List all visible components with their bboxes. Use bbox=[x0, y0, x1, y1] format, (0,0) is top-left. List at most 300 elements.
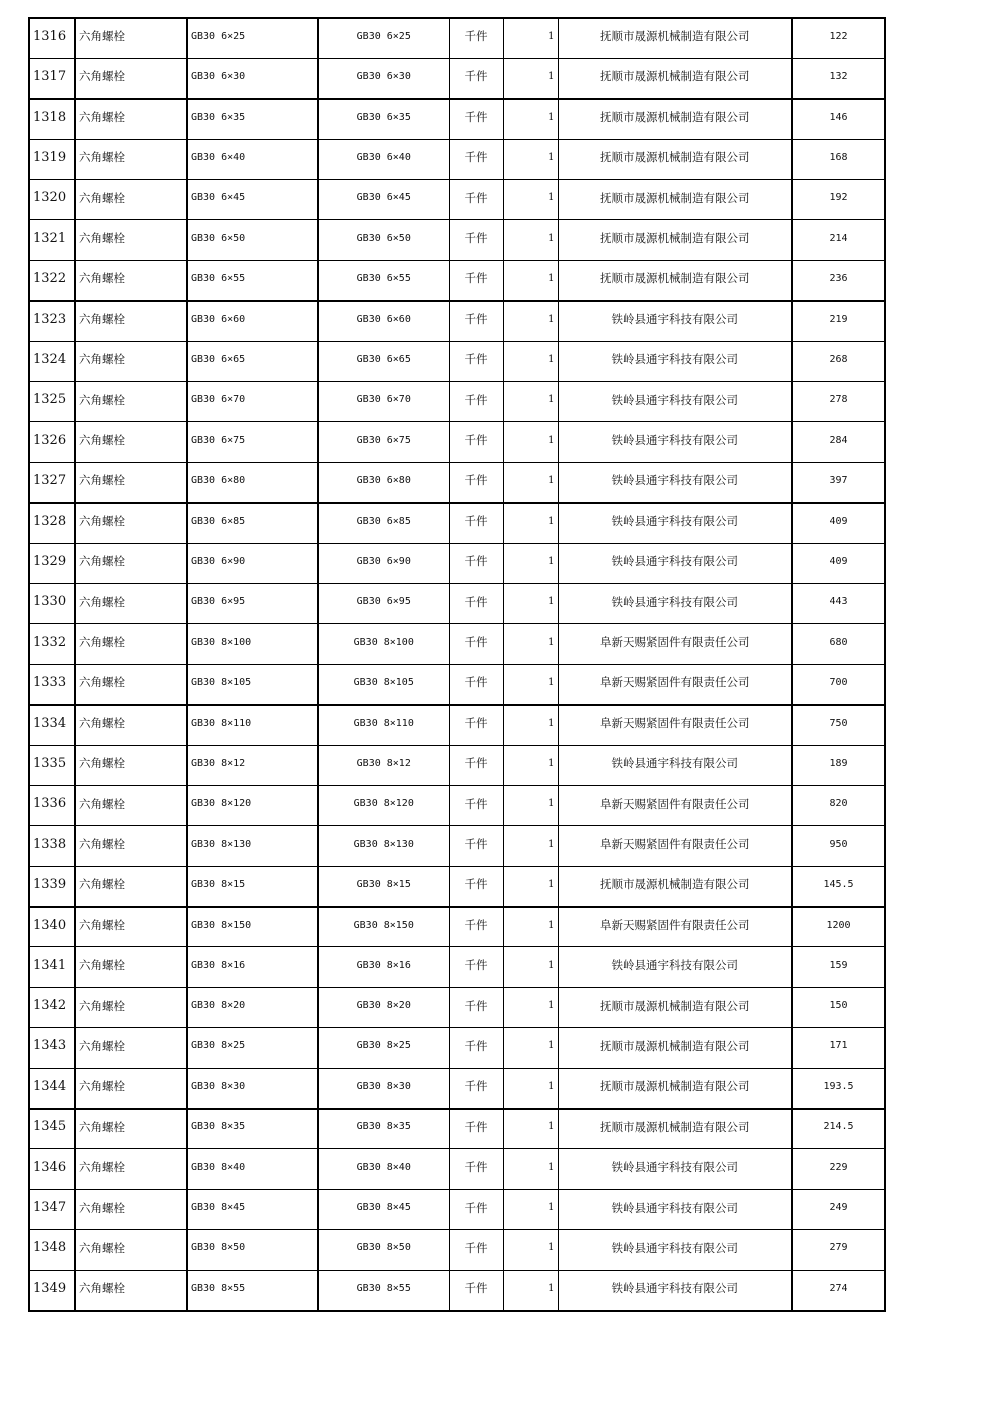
item-spec-cell bbox=[187, 624, 318, 664]
item-quantity: 1 bbox=[548, 313, 555, 325]
item-unit: 千件 bbox=[464, 1240, 488, 1255]
item-model: GB30 8×16 bbox=[356, 959, 411, 971]
item-quantity: 1 bbox=[548, 1040, 555, 1052]
item-model-cell bbox=[318, 543, 449, 583]
item-quantity-cell bbox=[503, 624, 558, 664]
row-number-cell bbox=[29, 543, 75, 583]
item-model: GB30 8×35 bbox=[356, 1121, 411, 1133]
item-price: 397 bbox=[829, 474, 848, 486]
item-unit: 千件 bbox=[464, 837, 488, 851]
item-quantity-cell bbox=[503, 987, 558, 1027]
item-unit-cell bbox=[449, 260, 503, 300]
item-unit-cell bbox=[449, 1230, 503, 1270]
item-spec: GB30 8×120 bbox=[191, 798, 252, 810]
item-spec: GB30 8×50 bbox=[191, 1242, 246, 1254]
item-quantity: 1 bbox=[548, 1000, 555, 1012]
item-spec-cell bbox=[187, 866, 318, 906]
item-price: 132 bbox=[829, 70, 848, 82]
item-price: 146 bbox=[829, 111, 848, 123]
item-price-cell bbox=[792, 826, 885, 866]
item-name: 六角螺栓 bbox=[79, 594, 125, 609]
item-spec: GB30 6×45 bbox=[191, 192, 246, 204]
item-spec: GB30 8×130 bbox=[191, 838, 252, 850]
supplier-name-cell bbox=[558, 785, 792, 825]
item-model-cell bbox=[318, 745, 449, 785]
table-row bbox=[29, 18, 885, 58]
item-model-cell bbox=[318, 664, 449, 704]
item-unit: 千件 bbox=[464, 877, 488, 892]
item-quantity-cell bbox=[503, 1270, 558, 1310]
row-number: 1333 bbox=[33, 674, 67, 690]
item-price-cell bbox=[792, 301, 885, 341]
table-row bbox=[29, 1149, 885, 1189]
supplier-name-cell bbox=[558, 907, 792, 947]
item-model: GB30 8×12 bbox=[356, 757, 411, 769]
item-quantity-cell bbox=[503, 341, 558, 381]
item-name: 六角螺栓 bbox=[79, 514, 125, 529]
item-spec-cell bbox=[187, 1068, 318, 1108]
item-model-cell bbox=[318, 220, 449, 260]
item-quantity-cell bbox=[503, 1068, 558, 1108]
row-number: 1324 bbox=[33, 351, 67, 367]
item-price-cell bbox=[792, 664, 885, 704]
row-number: 1335 bbox=[33, 755, 67, 771]
supplier-name-cell bbox=[558, 99, 792, 139]
item-spec-cell bbox=[187, 785, 318, 825]
item-model-cell bbox=[318, 341, 449, 381]
item-unit: 千件 bbox=[464, 675, 488, 690]
item-quantity: 1 bbox=[548, 919, 555, 931]
item-model: GB30 6×80 bbox=[356, 474, 411, 486]
item-model: GB30 8×40 bbox=[356, 1161, 411, 1173]
item-name: 六角螺栓 bbox=[79, 675, 125, 690]
supplier-name: 抚顺市晟源机械制造有限公司 bbox=[600, 998, 750, 1013]
item-unit-cell bbox=[449, 1028, 503, 1068]
table-row bbox=[29, 705, 885, 745]
table-row bbox=[29, 624, 885, 664]
item-unit-cell bbox=[449, 624, 503, 664]
item-name-cell bbox=[75, 987, 187, 1027]
item-model: GB30 8×20 bbox=[356, 1000, 411, 1012]
row-number-cell bbox=[29, 382, 75, 422]
item-price: 279 bbox=[829, 1242, 848, 1254]
item-price: 214.5 bbox=[823, 1121, 854, 1133]
item-spec: GB30 6×70 bbox=[191, 394, 246, 406]
item-unit: 千件 bbox=[464, 69, 488, 84]
item-quantity-cell bbox=[503, 907, 558, 947]
item-name: 六角螺栓 bbox=[79, 312, 125, 327]
item-price-cell bbox=[792, 18, 885, 58]
item-price-cell bbox=[792, 907, 885, 947]
item-quantity: 1 bbox=[548, 636, 555, 648]
item-price: 229 bbox=[829, 1161, 848, 1173]
row-number-cell bbox=[29, 785, 75, 825]
item-name-cell bbox=[75, 260, 187, 300]
item-quantity: 1 bbox=[548, 596, 555, 608]
row-number-cell bbox=[29, 503, 75, 543]
supplier-name: 铁岭县通宇科技有限公司 bbox=[611, 594, 738, 609]
row-number: 1336 bbox=[33, 796, 67, 812]
item-spec: GB30 8×15 bbox=[191, 878, 246, 890]
supplier-name: 抚顺市晟源机械制造有限公司 bbox=[600, 190, 750, 205]
item-spec-cell bbox=[187, 543, 318, 583]
supplier-name: 抚顺市晟源机械制造有限公司 bbox=[600, 29, 750, 44]
supplier-name-cell bbox=[558, 745, 792, 785]
item-spec-cell bbox=[187, 503, 318, 543]
supplier-name: 铁岭县通宇科技有限公司 bbox=[611, 312, 738, 327]
item-quantity: 1 bbox=[548, 555, 555, 567]
item-unit-cell bbox=[449, 462, 503, 502]
item-unit: 千件 bbox=[464, 433, 488, 448]
item-model: GB30 6×55 bbox=[356, 272, 411, 284]
item-quantity: 1 bbox=[548, 1161, 555, 1173]
item-quantity-cell bbox=[503, 705, 558, 745]
item-spec: GB30 8×16 bbox=[191, 959, 246, 971]
supplier-name-cell bbox=[558, 503, 792, 543]
item-name: 六角螺栓 bbox=[79, 796, 125, 811]
supplier-name: 阜新天赐紧固件有限责任公司 bbox=[600, 796, 750, 811]
supplier-name-cell bbox=[558, 705, 792, 745]
item-spec: GB30 8×105 bbox=[191, 676, 252, 688]
item-price-cell bbox=[792, 1149, 885, 1189]
item-model-cell bbox=[318, 624, 449, 664]
item-spec-cell bbox=[187, 947, 318, 987]
item-spec-cell bbox=[187, 1028, 318, 1068]
item-name-cell bbox=[75, 1068, 187, 1108]
item-model: GB30 6×90 bbox=[356, 555, 411, 567]
supplier-name-cell bbox=[558, 1028, 792, 1068]
item-name: 六角螺栓 bbox=[79, 433, 125, 448]
item-quantity: 1 bbox=[548, 70, 555, 82]
row-number-cell bbox=[29, 58, 75, 98]
item-model: GB30 8×55 bbox=[356, 1282, 411, 1294]
item-unit: 千件 bbox=[464, 1038, 488, 1053]
item-spec-cell bbox=[187, 1189, 318, 1229]
supplier-name-cell bbox=[558, 462, 792, 502]
item-quantity-cell bbox=[503, 99, 558, 139]
item-unit: 千件 bbox=[464, 918, 488, 933]
supplier-name: 抚顺市晟源机械制造有限公司 bbox=[600, 1038, 750, 1053]
item-price: 214 bbox=[829, 232, 848, 244]
supplier-name: 抚顺市晟源机械制造有限公司 bbox=[600, 271, 750, 286]
item-model: GB30 8×15 bbox=[356, 878, 411, 890]
supplier-name: 阜新天赐紧固件有限责任公司 bbox=[600, 716, 750, 731]
item-spec-cell bbox=[187, 907, 318, 947]
item-unit: 千件 bbox=[464, 756, 488, 771]
item-unit: 千件 bbox=[464, 190, 488, 205]
item-price-cell bbox=[792, 583, 885, 623]
item-unit-cell bbox=[449, 99, 503, 139]
item-quantity-cell bbox=[503, 745, 558, 785]
item-model-cell bbox=[318, 907, 449, 947]
row-number: 1323 bbox=[33, 311, 67, 327]
item-name: 六角螺栓 bbox=[79, 29, 125, 44]
item-price-cell bbox=[792, 947, 885, 987]
item-model: GB30 6×95 bbox=[356, 596, 411, 608]
item-price: 409 bbox=[829, 515, 848, 527]
item-price: 192 bbox=[829, 192, 848, 204]
item-unit-cell bbox=[449, 503, 503, 543]
item-spec: GB30 6×90 bbox=[191, 555, 246, 567]
item-unit-cell bbox=[449, 180, 503, 220]
row-number: 1322 bbox=[33, 270, 67, 286]
table-row bbox=[29, 462, 885, 502]
row-number: 1334 bbox=[33, 715, 67, 731]
item-model-cell bbox=[318, 260, 449, 300]
item-name-cell bbox=[75, 1109, 187, 1149]
item-unit-cell bbox=[449, 664, 503, 704]
item-unit-cell bbox=[449, 382, 503, 422]
item-price-cell bbox=[792, 1028, 885, 1068]
item-spec: GB30 6×75 bbox=[191, 434, 246, 446]
item-name-cell bbox=[75, 664, 187, 704]
item-price-cell bbox=[792, 1109, 885, 1149]
item-quantity: 1 bbox=[548, 232, 555, 244]
item-quantity: 1 bbox=[548, 474, 555, 486]
item-unit-cell bbox=[449, 139, 503, 179]
row-number: 1338 bbox=[33, 836, 67, 852]
item-price-cell bbox=[792, 341, 885, 381]
item-spec: GB30 8×100 bbox=[191, 636, 252, 648]
supplier-name: 阜新天赐紧固件有限责任公司 bbox=[600, 837, 750, 851]
table-row bbox=[29, 1068, 885, 1108]
row-number-cell bbox=[29, 745, 75, 785]
item-unit-cell bbox=[449, 987, 503, 1027]
item-quantity: 1 bbox=[548, 30, 555, 42]
item-name-cell bbox=[75, 382, 187, 422]
table-row bbox=[29, 99, 885, 139]
item-quantity: 1 bbox=[548, 111, 555, 123]
item-quantity-cell bbox=[503, 866, 558, 906]
item-model: GB30 8×105 bbox=[353, 676, 414, 688]
supplier-name-cell bbox=[558, 1270, 792, 1310]
item-quantity-cell bbox=[503, 1109, 558, 1149]
item-unit-cell bbox=[449, 785, 503, 825]
supplier-name-cell bbox=[558, 58, 792, 98]
item-price-cell bbox=[792, 462, 885, 502]
row-number-cell bbox=[29, 826, 75, 866]
row-number: 1348 bbox=[33, 1240, 67, 1256]
row-number: 1321 bbox=[33, 230, 67, 246]
item-spec-cell bbox=[187, 987, 318, 1027]
supplier-name: 铁岭县通宇科技有限公司 bbox=[611, 1281, 738, 1296]
row-number: 1343 bbox=[33, 1038, 67, 1054]
row-number-cell bbox=[29, 1189, 75, 1229]
item-price-cell bbox=[792, 705, 885, 745]
item-name-cell bbox=[75, 18, 187, 58]
row-number-cell bbox=[29, 987, 75, 1027]
supplier-name-cell bbox=[558, 382, 792, 422]
item-price: 443 bbox=[829, 596, 848, 608]
row-number: 1342 bbox=[33, 998, 67, 1014]
item-name: 六角螺栓 bbox=[79, 1038, 125, 1053]
supplier-name-cell bbox=[558, 180, 792, 220]
item-model: GB30 8×45 bbox=[356, 1202, 411, 1214]
item-quantity-cell bbox=[503, 180, 558, 220]
row-number-cell bbox=[29, 705, 75, 745]
item-price-cell bbox=[792, 543, 885, 583]
item-spec: GB30 6×30 bbox=[191, 70, 246, 82]
item-quantity-cell bbox=[503, 1189, 558, 1229]
item-model: GB30 6×70 bbox=[356, 394, 411, 406]
row-number: 1327 bbox=[33, 472, 67, 488]
row-number-cell bbox=[29, 180, 75, 220]
supplier-name-cell bbox=[558, 422, 792, 462]
item-name: 六角螺栓 bbox=[79, 958, 125, 973]
item-quantity-cell bbox=[503, 139, 558, 179]
item-name: 六角螺栓 bbox=[79, 1240, 125, 1255]
supplier-name: 铁岭县通宇科技有限公司 bbox=[611, 1240, 738, 1255]
item-model-cell bbox=[318, 1270, 449, 1310]
item-quantity-cell bbox=[503, 947, 558, 987]
supplier-name: 铁岭县通宇科技有限公司 bbox=[611, 514, 738, 529]
item-model: GB30 6×60 bbox=[356, 313, 411, 325]
item-unit-cell bbox=[449, 583, 503, 623]
supplier-name-cell bbox=[558, 18, 792, 58]
item-price-cell bbox=[792, 260, 885, 300]
item-name-cell bbox=[75, 99, 187, 139]
item-price-cell bbox=[792, 382, 885, 422]
item-price-cell bbox=[792, 1189, 885, 1229]
supplier-name-cell bbox=[558, 543, 792, 583]
row-number-cell bbox=[29, 907, 75, 947]
item-name: 六角螺栓 bbox=[79, 998, 125, 1013]
item-quantity-cell bbox=[503, 260, 558, 300]
item-unit: 千件 bbox=[464, 796, 488, 811]
row-number: 1332 bbox=[33, 634, 67, 650]
item-name-cell bbox=[75, 1270, 187, 1310]
supplier-name-cell bbox=[558, 1149, 792, 1189]
item-price: 409 bbox=[829, 555, 848, 567]
table-row bbox=[29, 58, 885, 98]
supplier-name: 抚顺市晟源机械制造有限公司 bbox=[600, 231, 750, 246]
row-number-cell bbox=[29, 583, 75, 623]
item-model: GB30 6×30 bbox=[356, 70, 411, 82]
item-spec: GB30 6×85 bbox=[191, 515, 246, 527]
item-unit: 千件 bbox=[464, 1281, 488, 1296]
supplier-name: 铁岭县通宇科技有限公司 bbox=[611, 433, 738, 448]
row-number: 1330 bbox=[33, 594, 67, 610]
item-name-cell bbox=[75, 745, 187, 785]
table-row bbox=[29, 1028, 885, 1068]
item-model-cell bbox=[318, 947, 449, 987]
item-name-cell bbox=[75, 422, 187, 462]
item-spec: GB30 8×20 bbox=[191, 1000, 246, 1012]
item-name: 六角螺栓 bbox=[79, 554, 125, 569]
item-spec-cell bbox=[187, 341, 318, 381]
row-number-cell bbox=[29, 18, 75, 58]
item-spec-cell bbox=[187, 58, 318, 98]
item-price: 150 bbox=[829, 1000, 848, 1012]
item-quantity-cell bbox=[503, 382, 558, 422]
item-name-cell bbox=[75, 826, 187, 866]
item-price: 950 bbox=[829, 838, 848, 850]
item-unit: 千件 bbox=[464, 1119, 488, 1134]
table-row bbox=[29, 664, 885, 704]
item-price-cell bbox=[792, 785, 885, 825]
item-quantity: 1 bbox=[548, 1121, 555, 1133]
item-unit: 千件 bbox=[464, 271, 488, 286]
supplier-name: 铁岭县通宇科技有限公司 bbox=[611, 554, 738, 569]
item-quantity: 1 bbox=[548, 434, 555, 446]
item-unit-cell bbox=[449, 947, 503, 987]
table-row bbox=[29, 180, 885, 220]
item-spec-cell bbox=[187, 18, 318, 58]
row-number-cell bbox=[29, 1270, 75, 1310]
item-price: 249 bbox=[829, 1202, 848, 1214]
item-name: 六角螺栓 bbox=[79, 877, 125, 892]
item-quantity-cell bbox=[503, 422, 558, 462]
item-model: GB30 8×30 bbox=[356, 1080, 411, 1092]
item-unit-cell bbox=[449, 422, 503, 462]
row-number-cell bbox=[29, 664, 75, 704]
item-model-cell bbox=[318, 1068, 449, 1108]
item-unit-cell bbox=[449, 543, 503, 583]
item-model-cell bbox=[318, 58, 449, 98]
item-name: 六角螺栓 bbox=[79, 1200, 125, 1215]
item-price: 700 bbox=[829, 676, 848, 688]
item-unit-cell bbox=[449, 1068, 503, 1108]
item-price-cell bbox=[792, 987, 885, 1027]
item-model-cell bbox=[318, 99, 449, 139]
item-spec-cell bbox=[187, 422, 318, 462]
item-price: 122 bbox=[829, 30, 848, 42]
item-spec-cell bbox=[187, 664, 318, 704]
item-spec-cell bbox=[187, 1109, 318, 1149]
item-unit-cell bbox=[449, 341, 503, 381]
item-model: GB30 6×50 bbox=[356, 232, 411, 244]
item-quantity-cell bbox=[503, 543, 558, 583]
item-spec: GB30 8×110 bbox=[191, 717, 252, 729]
item-unit-cell bbox=[449, 866, 503, 906]
item-name-cell bbox=[75, 1149, 187, 1189]
table-row bbox=[29, 987, 885, 1027]
supplier-name-cell bbox=[558, 947, 792, 987]
table-row bbox=[29, 947, 885, 987]
item-price: 1200 bbox=[826, 919, 851, 931]
row-number: 1341 bbox=[33, 957, 67, 973]
item-spec-cell bbox=[187, 462, 318, 502]
row-number: 1317 bbox=[33, 68, 67, 84]
item-price-cell bbox=[792, 220, 885, 260]
supplier-name: 铁岭县通宇科技有限公司 bbox=[611, 352, 738, 367]
table-row bbox=[29, 907, 885, 947]
item-price-cell bbox=[792, 58, 885, 98]
item-name-cell bbox=[75, 139, 187, 179]
supplier-name: 铁岭县通宇科技有限公司 bbox=[611, 473, 738, 488]
row-number: 1344 bbox=[33, 1078, 67, 1094]
item-unit: 千件 bbox=[464, 110, 488, 125]
item-spec-cell bbox=[187, 180, 318, 220]
item-spec: GB30 8×30 bbox=[191, 1080, 246, 1092]
item-spec-cell bbox=[187, 301, 318, 341]
item-quantity-cell bbox=[503, 583, 558, 623]
item-name-cell bbox=[75, 58, 187, 98]
item-spec: GB30 6×35 bbox=[191, 111, 246, 123]
supplier-name-cell bbox=[558, 866, 792, 906]
row-number-cell bbox=[29, 1028, 75, 1068]
table-row bbox=[29, 503, 885, 543]
item-model: GB30 6×75 bbox=[356, 434, 411, 446]
item-quantity: 1 bbox=[548, 515, 555, 527]
item-name-cell bbox=[75, 866, 187, 906]
item-price-cell bbox=[792, 866, 885, 906]
supplier-name-cell bbox=[558, 1230, 792, 1270]
item-name: 六角螺栓 bbox=[79, 473, 125, 488]
table-row bbox=[29, 422, 885, 462]
item-name: 六角螺栓 bbox=[79, 837, 125, 851]
row-number-cell bbox=[29, 99, 75, 139]
